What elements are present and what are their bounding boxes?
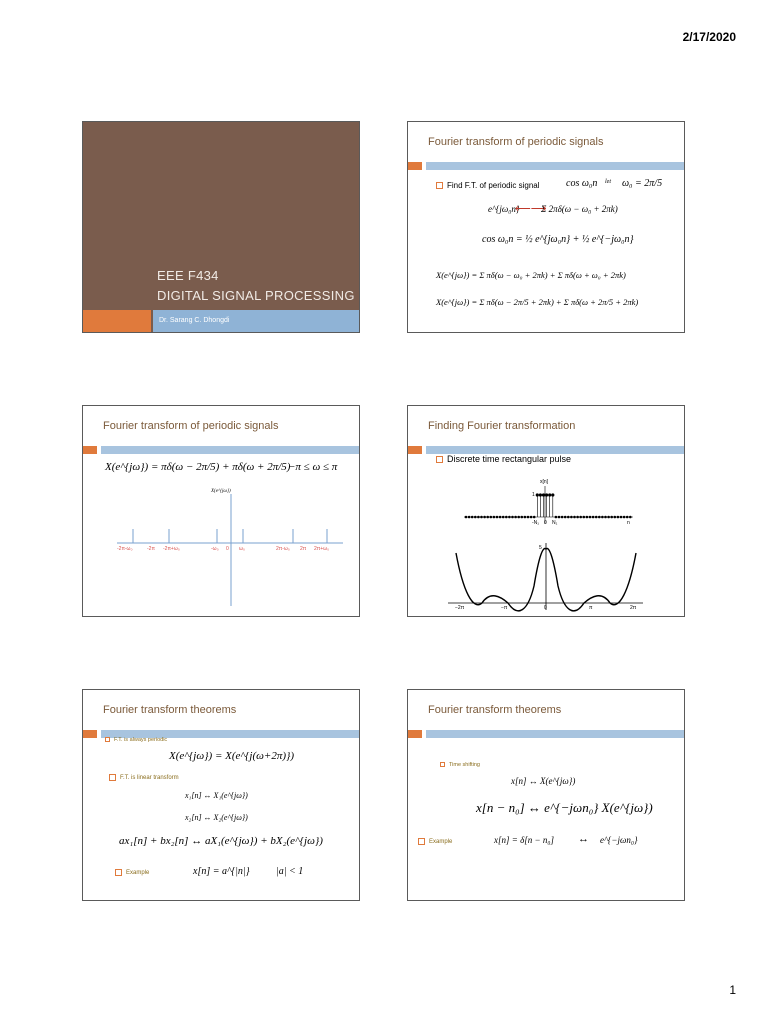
eq-example-result: e^{−jωn₀}	[600, 835, 638, 845]
tick-label: 2π-ω₀	[276, 546, 290, 552]
bullet-find-ft	[436, 181, 540, 190]
eq-pair: Σ 2πδ(ω − ω₀ + 2πk)	[541, 204, 618, 214]
tick-label: 0	[226, 546, 229, 552]
bullet-periodic	[105, 737, 167, 743]
title-bar-orange	[83, 730, 97, 738]
peak-label: 5	[539, 545, 542, 551]
bullet-text: Find F.T. of periodic signal	[447, 181, 540, 190]
pair-arrow-icon: ⟵⟶	[515, 203, 547, 215]
n-tick-label: N₁	[552, 520, 558, 526]
tick-label: -2π+ω₀	[163, 546, 180, 552]
bullet-text: Discrete time rectangular pulse	[447, 454, 572, 464]
bullet-text: F.T. is linear transform	[120, 775, 179, 782]
tick-label: -ω₀	[211, 546, 219, 552]
bullet-time-shift	[440, 762, 480, 768]
w-tick-label: 0	[544, 605, 547, 611]
eq-pair: x[n] ↔ X(e^{jω})	[511, 776, 576, 786]
bullet-square-icon	[115, 869, 122, 876]
bullet-linear	[109, 774, 179, 781]
w-tick-label: π	[589, 605, 593, 611]
title-bar-orange	[408, 162, 422, 170]
course-code: EEE F434	[157, 268, 219, 283]
slide-title: Finding Fourier transformation	[428, 420, 576, 432]
n-tick-label: n	[627, 520, 630, 526]
eq-X2: X(e^{jω}) = Σ πδ(ω − 2π/5 + 2πk) + Σ πδ(ω + 2π/5 + 2πk)	[436, 297, 639, 307]
eq-exp: e^{jω₀n}	[488, 204, 520, 214]
bullet-square-icon	[440, 762, 445, 767]
eq-linearity: ax₁[n] + bx₂[n] ↔ aX₁(e^{jω}) + bX₂(e^{jω})	[119, 835, 323, 847]
title-bar-blue	[426, 162, 684, 170]
eq-periodic: X(e^{jω}) = X(e^{j(ω+2π)})	[169, 750, 295, 762]
xn-label: x[n]	[540, 479, 549, 485]
eq-X: X(e^{jω}) = πδ(ω − 2π/5) + πδ(ω + 2π/5)	[105, 461, 291, 473]
eq-example: x[n] = δ[n − n₀]	[494, 835, 554, 845]
eq-w0: ω₀ = 2π/5	[622, 178, 663, 189]
bullet-square-icon	[436, 182, 443, 189]
course-name: DIGITAL SIGNAL PROCESSING	[157, 288, 355, 303]
tick-label: 2π+ω₀	[314, 546, 330, 552]
slide-ft-theorems-1	[82, 689, 360, 901]
dirichlet-plot	[408, 406, 685, 617]
cover-band-orange	[83, 310, 151, 333]
bullet-square-icon	[105, 737, 110, 742]
tick-label: -2π-ω₀	[117, 546, 133, 552]
w-tick-label: −π	[501, 605, 508, 611]
eq-let: let	[605, 179, 611, 185]
bullet-text: F.T. is always periodic	[114, 737, 168, 743]
w-tick-label: −2π	[455, 605, 465, 611]
eq-range: −π ≤ ω ≤ π	[288, 461, 338, 473]
slide-title: Fourier transform theorems	[103, 704, 237, 716]
author-name: Dr. Sarang C. Dhongdi	[159, 317, 230, 324]
tick-label: -2π	[147, 546, 155, 552]
bullet-square-icon	[109, 774, 116, 781]
slide-title-cover	[82, 121, 360, 333]
slide-title: Fourier transform theorems	[428, 704, 562, 716]
unit-label: 1	[532, 492, 535, 498]
eq-example-arrow: ↔	[578, 833, 589, 845]
w-tick-label: 2π	[630, 605, 637, 611]
page-date: 2/17/2020	[682, 30, 736, 44]
eq-cos-exp: cos ω₀n = ½ e^{jω₀n} + ½ e^{−jω₀n}	[482, 234, 634, 245]
eq-X1: X(e^{jω}) = Σ πδ(ω − ω₀ + 2πk) + Σ πδ(ω + ω₀ + 2πk)	[436, 270, 626, 280]
bullet-example	[418, 838, 452, 845]
eq-x2-pair: x₂[n] ↔ X₂(e^{jω})	[185, 813, 248, 822]
slide-title: Fourier transform of periodic signals	[428, 136, 604, 148]
bullet-text: Time shifting	[449, 762, 480, 768]
page-number: 1	[729, 983, 736, 997]
eq-cos: cos ω₀n	[566, 178, 598, 189]
eq-x1-pair: x₁[n] ↔ X₁(e^{jω})	[185, 791, 248, 800]
eq-condition: |a| < 1	[276, 866, 304, 877]
spectrum-ylabel: X(e^{jω})	[211, 489, 231, 494]
n-tick-label: -N₁	[532, 520, 539, 526]
bullet-text: Example	[126, 870, 150, 877]
slide-finding-ft	[407, 405, 685, 617]
eq-time-shift: x[n − n₀] ↔ e^{−jωn₀} X(e^{jω})	[476, 800, 653, 815]
spectrum-plot	[83, 406, 360, 617]
bullet-example	[115, 869, 149, 876]
title-bar-orange	[408, 730, 422, 738]
eq-example: x[n] = a^{|n|}	[193, 866, 250, 877]
bullet-text: Example	[429, 839, 453, 846]
slide-ft-theorems-2	[407, 689, 685, 901]
slide-ft-periodic-2	[82, 405, 360, 617]
tick-label: 2π	[300, 546, 307, 552]
tick-label: ω₀	[239, 546, 245, 552]
bullet-square-icon	[418, 838, 425, 845]
n-tick-label: 0	[544, 520, 547, 526]
slide-ft-periodic-1	[407, 121, 685, 333]
title-bar-blue	[426, 730, 684, 738]
slide-title: Fourier transform of periodic signals	[103, 420, 279, 432]
